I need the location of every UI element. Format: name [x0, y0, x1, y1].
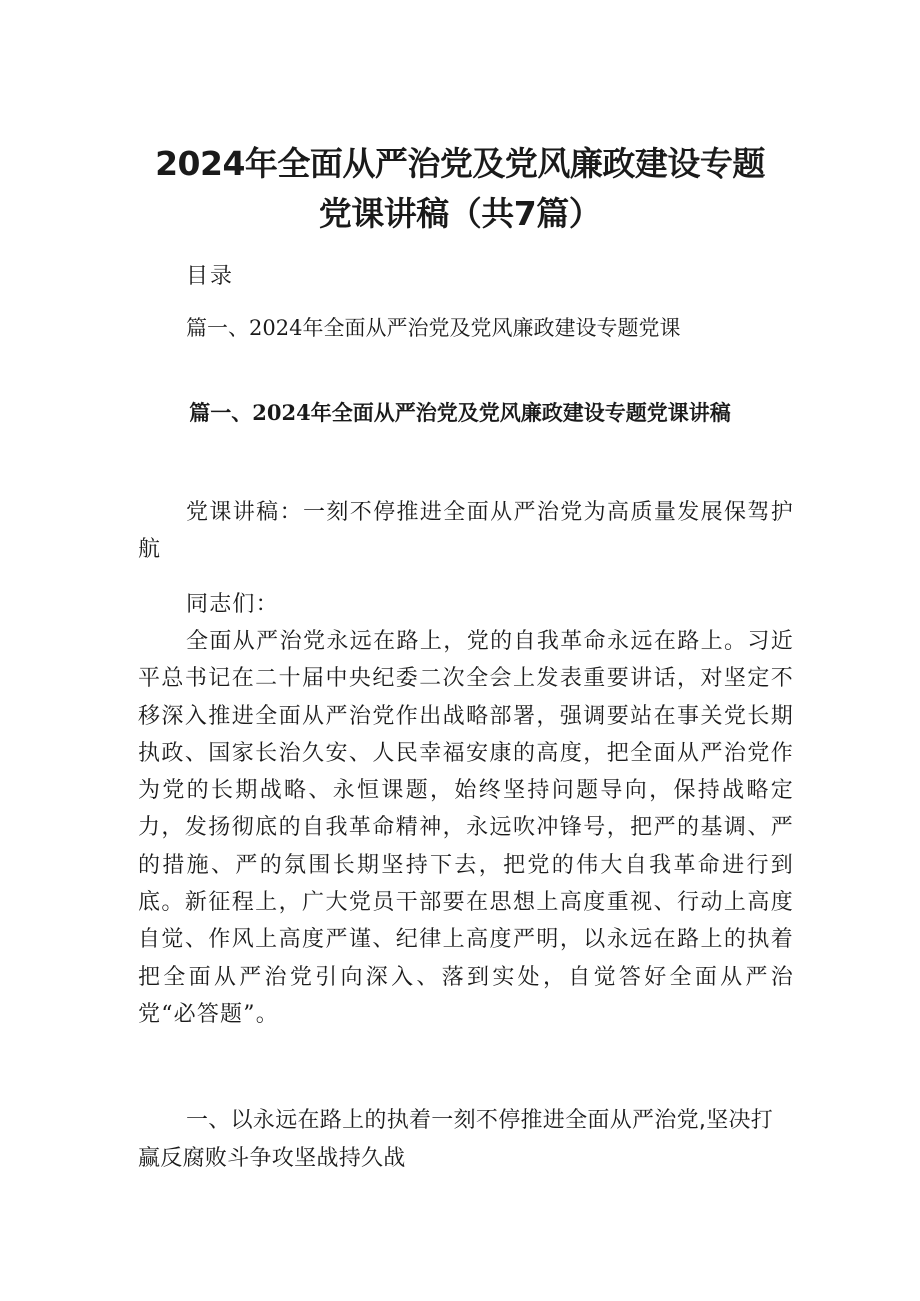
toc-item-1[interactable]: 篇一、2024年全面从严治党及党风廉政建设专题党课: [186, 316, 681, 340]
toc-heading: 目录: [186, 264, 235, 289]
lecture-subtitle: 党课讲稿：一刻不停推进全面从严治党为高质量发展保驾护航: [138, 500, 794, 563]
section-title: 篇一、2024年全面从严治党及党风廉政建设专题党课讲稿: [189, 400, 731, 425]
document-title-line-2: 党课讲稿（共7篇）: [318, 194, 602, 233]
body-paragraph-1: 全面从严治党永远在路上，党的自我革命永远在路上。习近平总书记在二十届中央纪委二次全会上发表重要讲话，对坚定不移深入推进全面从严治党作出战略部署，强调要站在事关党长期执政、国家长治久安、人民幸福安康的高度，把全面从严治党作为党的长期战略、永恒课题，始终坚持问题导向，保持战略定力，发扬彻底的自我革命精神，永远吹冲锋号，把严的基调、严的措施、严的氛围长期坚持下去，把党的伟大自我革命进行到底。新征程上，广大党员干部要在思想上高度重视、行动上高度自觉、作风上高度严谨、纪律上高度严明，以永远在路上的执着把全面从严治党引向深入、落到实处，自觉答好全面从严治党“必答题”。: [138, 629, 794, 1027]
greeting: 同志们：: [186, 592, 279, 617]
document-title-line-1: 2024年全面从严治党及党风廉政建设专题: [155, 144, 765, 183]
section-heading-1: 一、以永远在路上的执着一刻不停推进全面从严治党,坚决打赢反腐败斗争攻坚战持久战: [138, 1108, 774, 1171]
